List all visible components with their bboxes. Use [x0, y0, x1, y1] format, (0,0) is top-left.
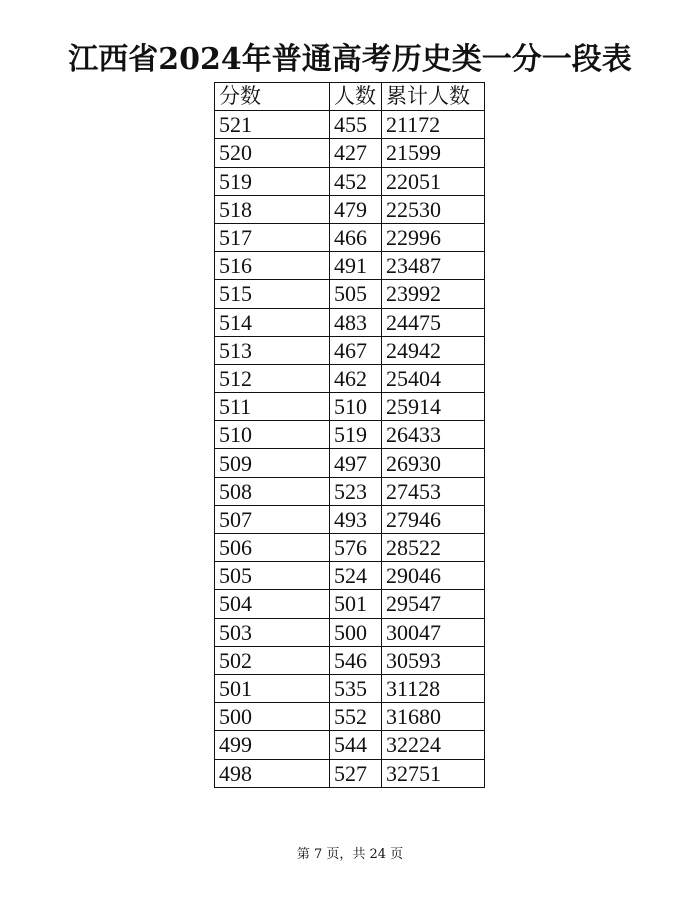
table-row [215, 562, 485, 590]
cell-count: 546 [330, 646, 382, 674]
cell-count: 479 [330, 195, 382, 223]
table-row [215, 364, 485, 392]
cell-score: 516 [215, 252, 330, 280]
cell-count: 491 [330, 252, 382, 280]
cell-cumulative: 24475 [382, 308, 485, 336]
table-row [215, 731, 485, 759]
cell-count: 544 [330, 731, 382, 759]
table-row [215, 421, 485, 449]
cell-cumulative: 28522 [382, 534, 485, 562]
cell-score: 505 [215, 562, 330, 590]
table-row [215, 308, 485, 336]
cell-score: 510 [215, 421, 330, 449]
table-row [215, 505, 485, 533]
page-footer: 第 7 页，共 24 页 [296, 847, 404, 862]
table-row [215, 534, 485, 562]
cell-cumulative: 21599 [382, 139, 485, 167]
table-row [215, 336, 485, 364]
cell-count: 497 [330, 449, 382, 477]
cell-score: 518 [215, 195, 330, 223]
cell-count: 483 [330, 308, 382, 336]
cell-score: 500 [215, 703, 330, 731]
cell-cumulative: 31680 [382, 703, 485, 731]
cell-cumulative: 27453 [382, 477, 485, 505]
cell-score: 504 [215, 590, 330, 618]
cell-cumulative: 25404 [382, 364, 485, 392]
cell-count: 524 [330, 562, 382, 590]
cell-count: 505 [330, 280, 382, 308]
cell-score: 515 [215, 280, 330, 308]
cell-count: 527 [330, 759, 382, 787]
table-header-row [215, 83, 485, 111]
cell-score: 509 [215, 449, 330, 477]
cell-score: 513 [215, 336, 330, 364]
cell-cumulative: 32751 [382, 759, 485, 787]
cell-count: 535 [330, 674, 382, 702]
table-row [215, 703, 485, 731]
cell-count: 500 [330, 618, 382, 646]
table-row [215, 590, 485, 618]
cell-cumulative: 26930 [382, 449, 485, 477]
page-title: 江西省2024年普通高考历史类一分一段表 [68, 42, 632, 77]
cell-count: 467 [330, 336, 382, 364]
cell-cumulative: 26433 [382, 421, 485, 449]
table-row [215, 477, 485, 505]
cell-cumulative: 29046 [382, 562, 485, 590]
cell-count: 462 [330, 364, 382, 392]
cell-count: 552 [330, 703, 382, 731]
cell-cumulative: 29547 [382, 590, 485, 618]
cell-cumulative: 25914 [382, 393, 485, 421]
table-row [215, 449, 485, 477]
cell-count: 455 [330, 111, 382, 139]
table-row [215, 167, 485, 195]
cell-cumulative: 24942 [382, 336, 485, 364]
cell-score: 514 [215, 308, 330, 336]
table-body [215, 111, 485, 788]
cell-score: 508 [215, 477, 330, 505]
cell-score: 517 [215, 223, 330, 251]
cell-count: 576 [330, 534, 382, 562]
table-row [215, 223, 485, 251]
cell-score: 512 [215, 364, 330, 392]
cell-score: 507 [215, 505, 330, 533]
cell-score: 501 [215, 674, 330, 702]
header-cumulative: 累计人数 [382, 83, 485, 111]
cell-cumulative: 22051 [382, 167, 485, 195]
cell-score: 520 [215, 139, 330, 167]
cell-score: 498 [215, 759, 330, 787]
table-row [215, 618, 485, 646]
table-row [215, 111, 485, 139]
cell-score: 499 [215, 731, 330, 759]
header-count: 人数 [330, 83, 382, 111]
table-row [215, 646, 485, 674]
cell-count: 452 [330, 167, 382, 195]
cell-cumulative: 21172 [382, 111, 485, 139]
cell-score: 519 [215, 167, 330, 195]
table-row [215, 393, 485, 421]
score-distribution-table [214, 82, 485, 788]
cell-cumulative: 23487 [382, 252, 485, 280]
cell-count: 427 [330, 139, 382, 167]
table-row [215, 674, 485, 702]
cell-count: 523 [330, 477, 382, 505]
table-row [215, 195, 485, 223]
table-row [215, 252, 485, 280]
cell-score: 502 [215, 646, 330, 674]
table-row [215, 759, 485, 787]
cell-count: 493 [330, 505, 382, 533]
header-score: 分数 [215, 83, 330, 111]
cell-count: 519 [330, 421, 382, 449]
table-row [215, 139, 485, 167]
cell-count: 510 [330, 393, 382, 421]
cell-cumulative: 22530 [382, 195, 485, 223]
cell-score: 506 [215, 534, 330, 562]
cell-cumulative: 30593 [382, 646, 485, 674]
cell-cumulative: 23992 [382, 280, 485, 308]
cell-cumulative: 27946 [382, 505, 485, 533]
cell-cumulative: 22996 [382, 223, 485, 251]
cell-count: 466 [330, 223, 382, 251]
cell-count: 501 [330, 590, 382, 618]
cell-cumulative: 31128 [382, 674, 485, 702]
table-row [215, 280, 485, 308]
cell-score: 511 [215, 393, 330, 421]
cell-score: 503 [215, 618, 330, 646]
cell-score: 521 [215, 111, 330, 139]
cell-cumulative: 30047 [382, 618, 485, 646]
cell-cumulative: 32224 [382, 731, 485, 759]
